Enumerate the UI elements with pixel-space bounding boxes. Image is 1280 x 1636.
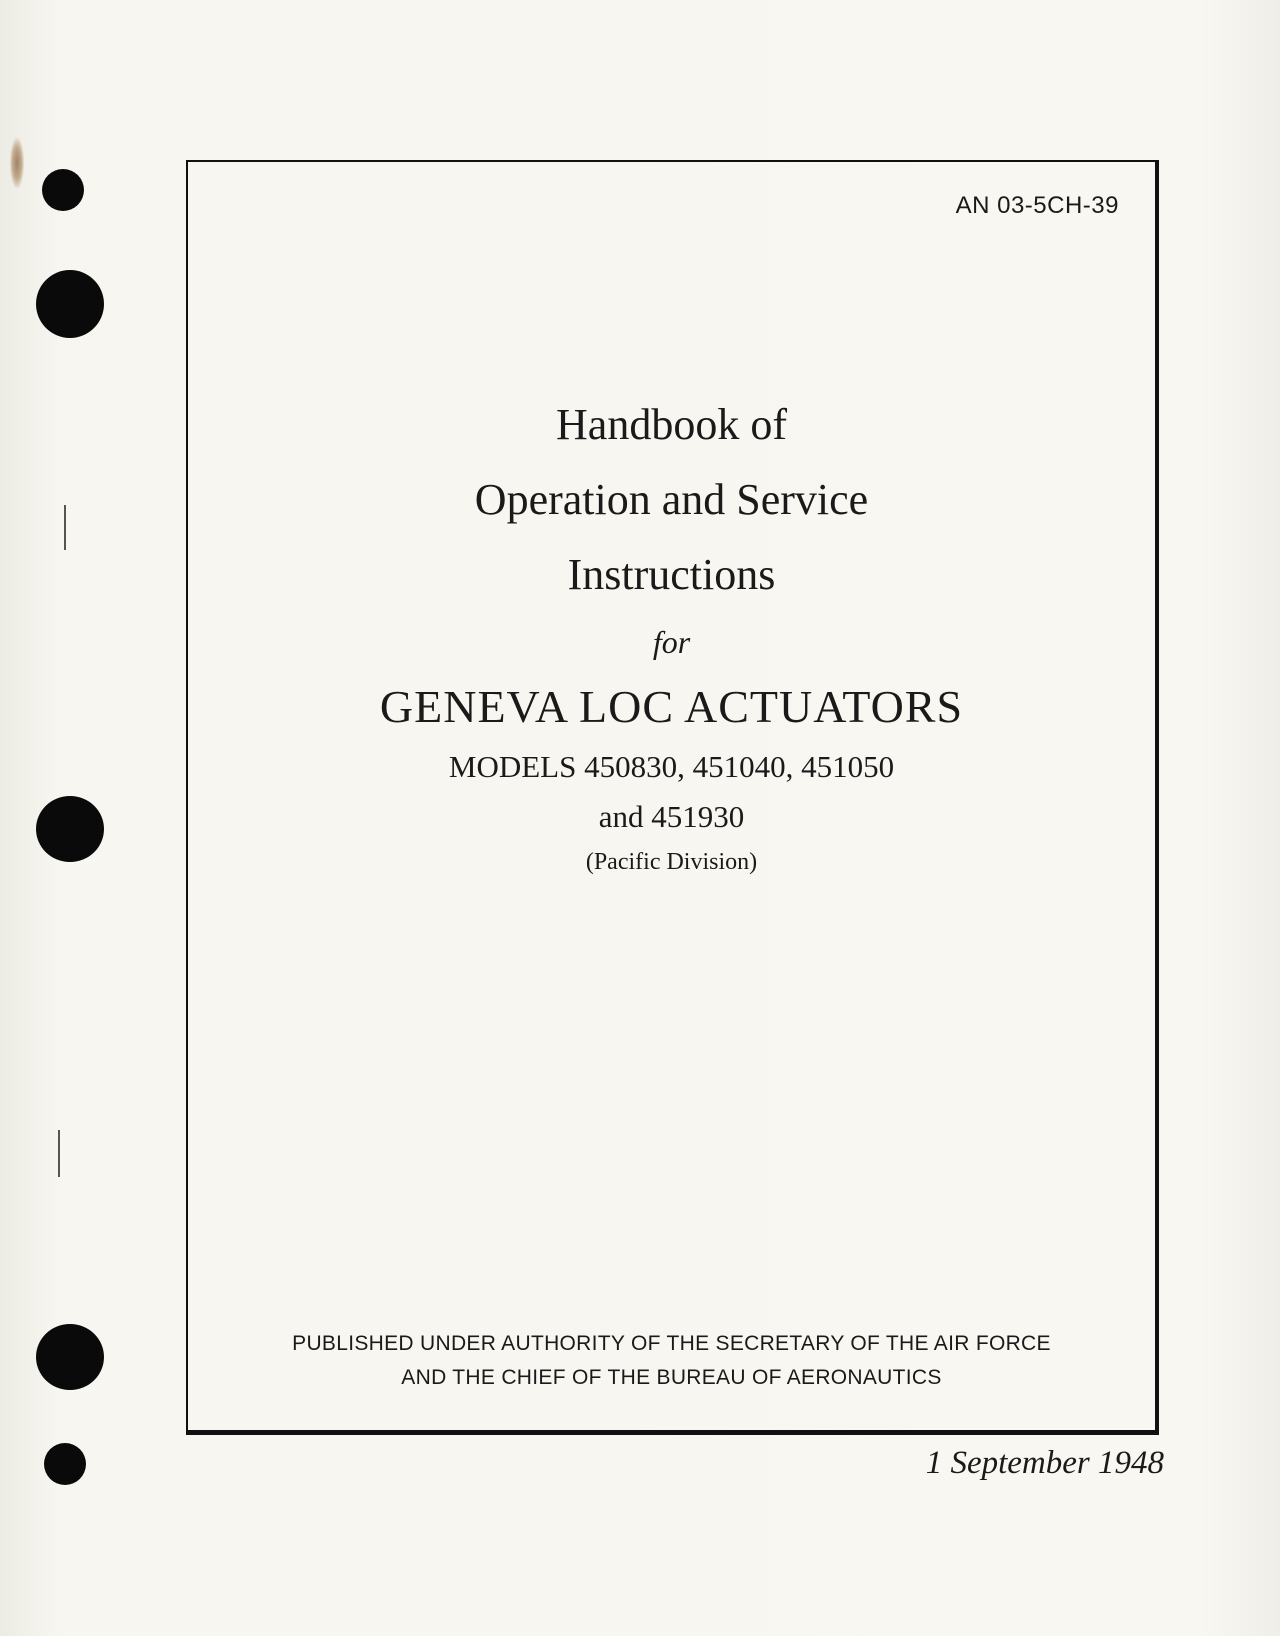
models-line-2: and 451930 [598,799,745,834]
publisher-statement [188,1327,1155,1395]
paper-stain [10,138,24,188]
title-block [188,387,1155,882]
cover-frame [186,160,1159,1435]
punch-hole [36,270,104,338]
document-number: AN 03-5CH-39 [955,192,1119,219]
title-line-3: Instructions [567,550,776,599]
title-line-1: Handbook of [556,400,787,449]
punch-hole [36,796,104,862]
margin-mark [64,505,66,550]
title-line-2: Operation and Service [474,475,869,524]
models-line-1: MODELS 450830, 451040, 451050 [448,749,895,784]
publisher-line-1: PUBLISHED UNDER AUTHORITY OF THE SECRETARY OF THE AIR FORCE [292,1332,1051,1355]
division-text: (Pacific Division) [585,849,758,875]
publisher-line-2: AND THE CHIEF OF THE BUREAU OF AERONAUTICS [401,1366,942,1389]
margin-mark [58,1130,60,1177]
product-name: GENEVA LOC ACTUATORS [379,681,964,732]
publication-date: 1 September 1948 [925,1445,1164,1481]
punch-hole [36,1324,104,1390]
for-text: for [652,624,691,660]
punch-hole [44,1443,86,1485]
punch-hole [42,169,84,211]
